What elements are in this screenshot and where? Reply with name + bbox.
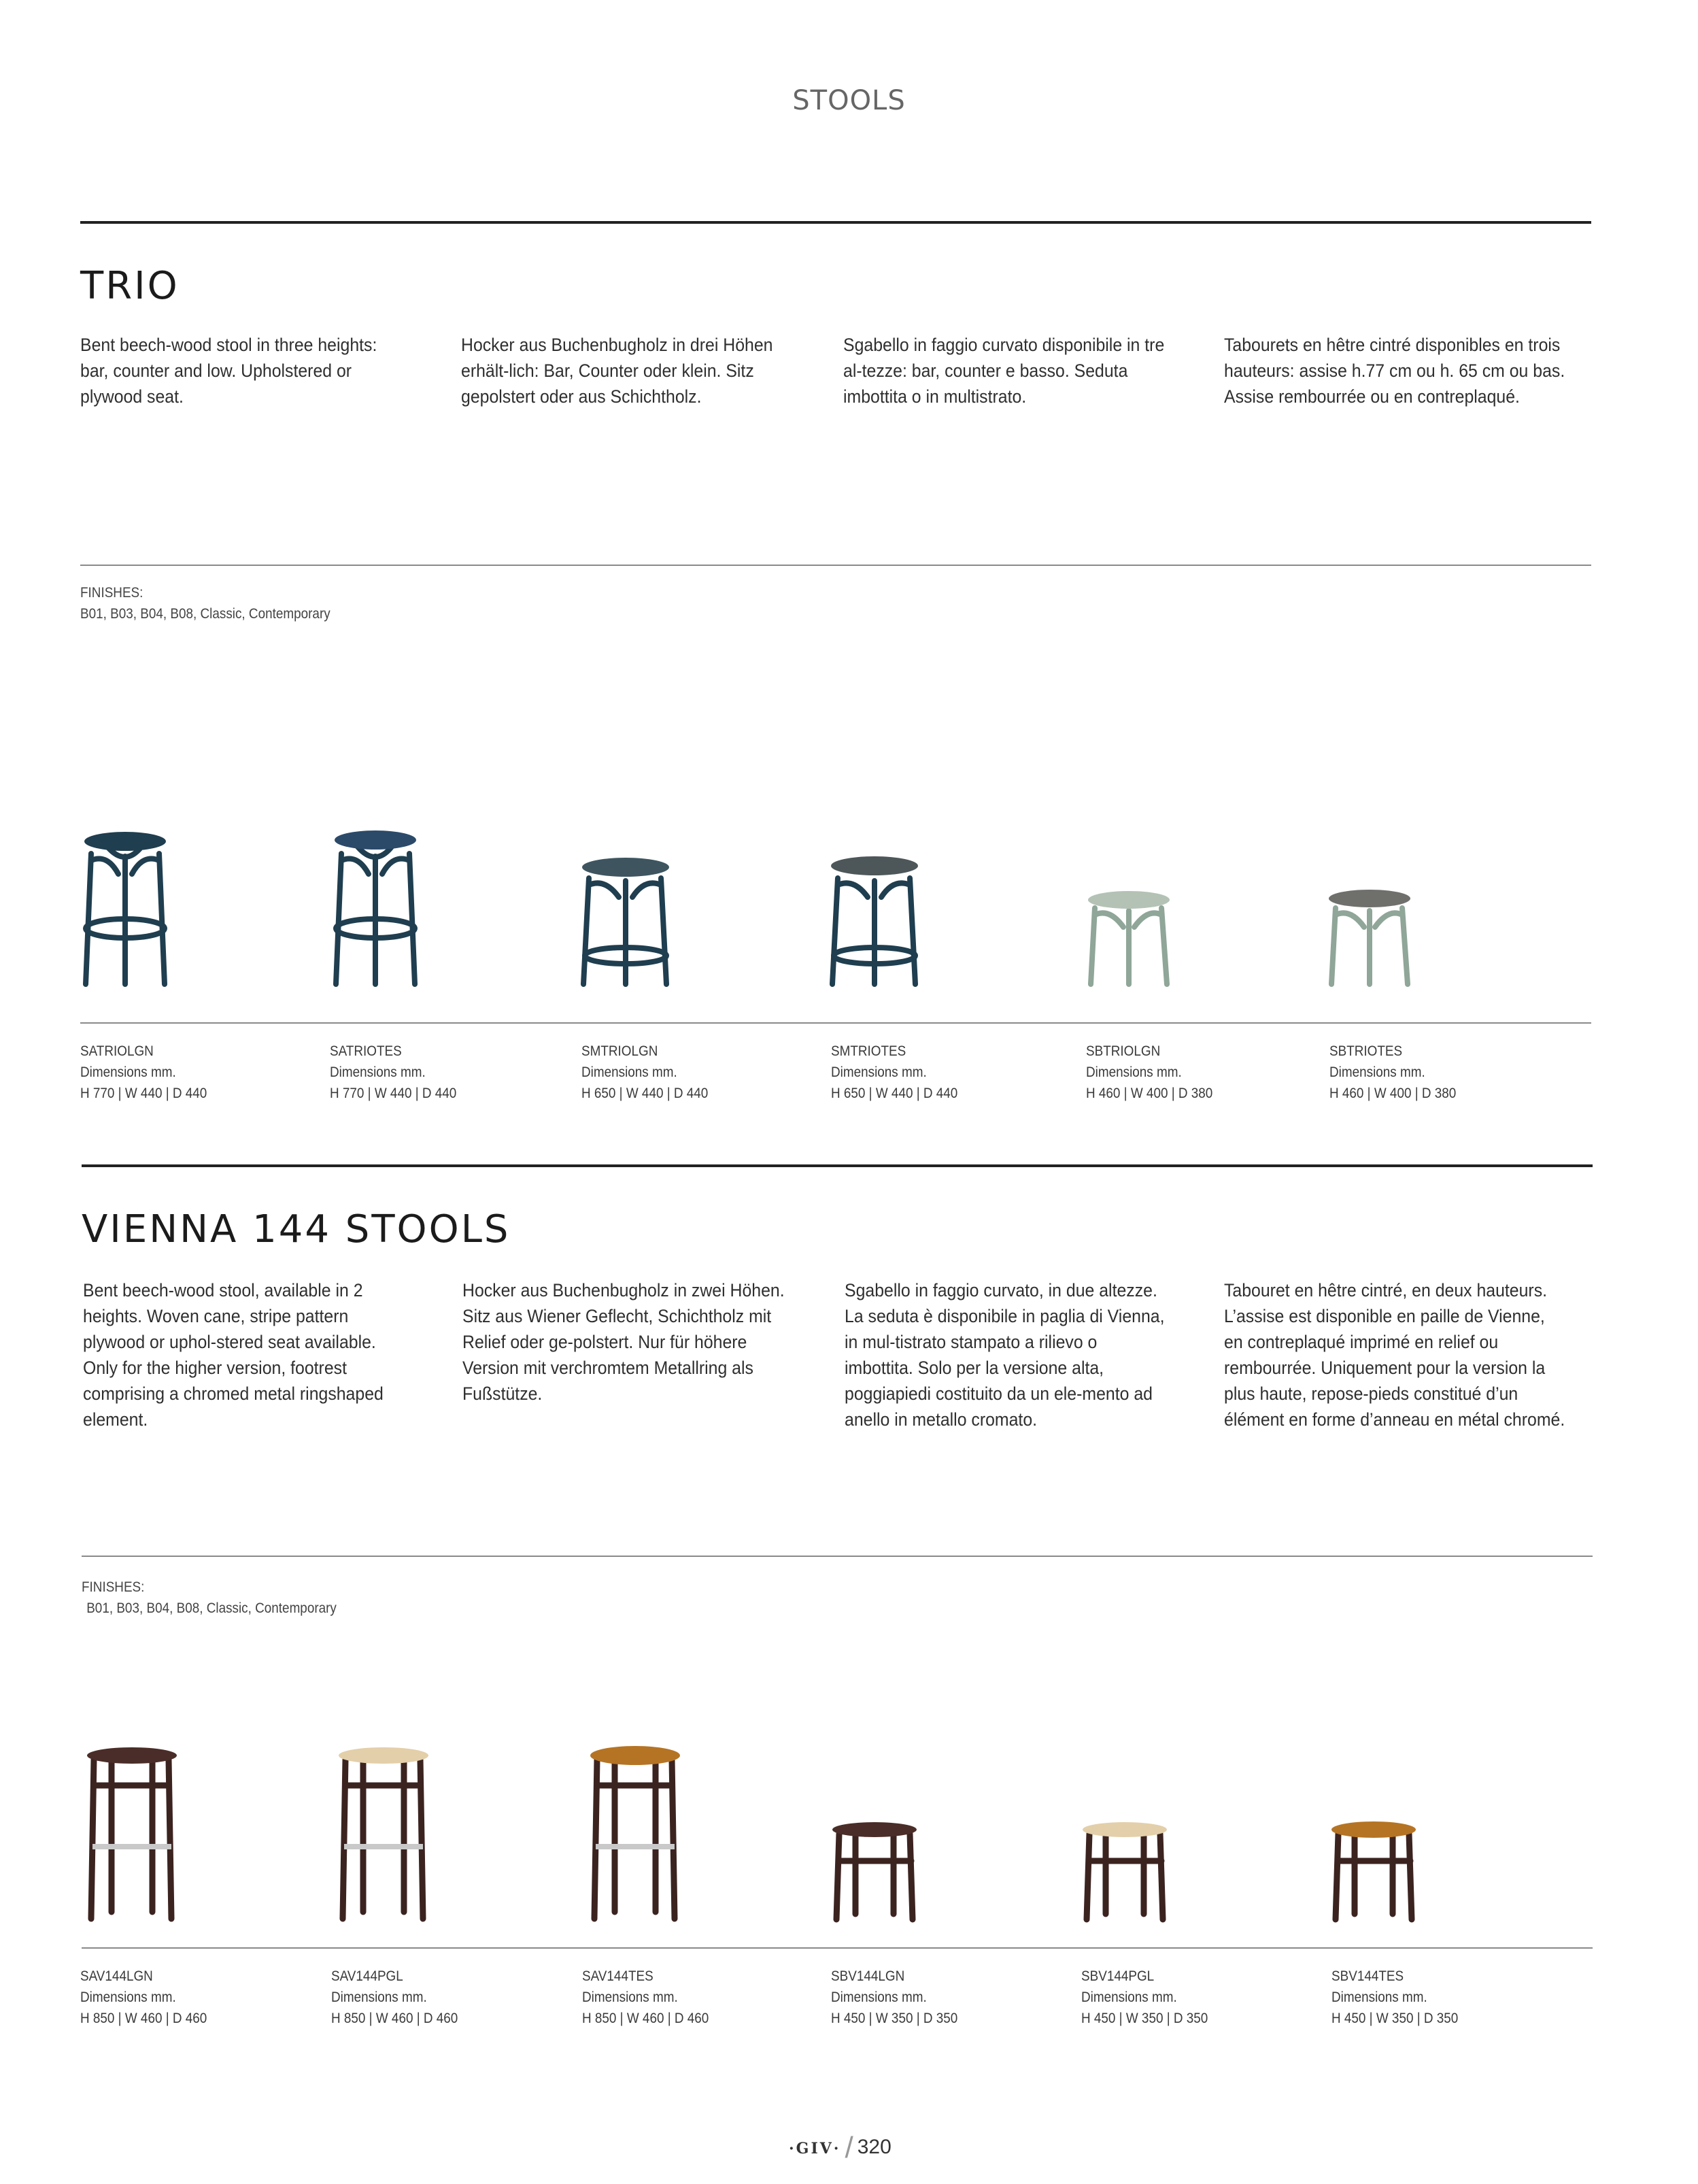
dimensions-label: Dimensions mm. [331, 1989, 427, 2005]
finishes-list: B01, B03, B04, B08, Classic, Contemporary [80, 606, 330, 622]
product-code: SMTRIOTES [831, 1043, 906, 1059]
separator-slash: / [845, 2131, 853, 2164]
dimensions-value: H 770 | W 440 | D 440 [80, 1086, 207, 1101]
product-code: SBTRIOLGN [1086, 1043, 1161, 1059]
dimensions-label: Dimensions mm. [1086, 1064, 1182, 1080]
dimensions-value: H 650 | W 440 | D 440 [581, 1086, 709, 1101]
dimensions-value: H 850 | W 460 | D 460 [331, 2011, 458, 2026]
finishes-block [82, 1577, 337, 1619]
product-code: SAV144PGL [331, 1968, 403, 1984]
bar-stool-dark-blue-upholstered-icon [330, 826, 419, 990]
description-de: Hocker aus Buchenbugholz in zwei Höhen. Sitz aus Wiener Geflecht, Schichtholz mit Relief oder ge-polstert. Nur für höhere Version mit verchromtem Metallring als Fußstütze. [462, 1280, 785, 1404]
product-satriolgn [80, 1041, 207, 1104]
product-sav144pgl [331, 1966, 458, 2029]
finishes-label: FINISHES: [80, 585, 143, 601]
bar-stool-cane-seat-icon [336, 1745, 431, 1924]
dimensions-label: Dimensions mm. [831, 1989, 927, 2005]
dimensions-value: H 850 | W 460 | D 460 [80, 2011, 207, 2026]
product-sbv144tes [1331, 1966, 1458, 2029]
product-code: SBTRIOTES [1329, 1043, 1403, 1059]
low-stool-upholstered-seat-icon [1330, 1820, 1419, 1925]
product-code: SMTRIOLGN [581, 1043, 658, 1059]
page-footer [789, 2131, 892, 2165]
bar-stool-wood-seat-icon [84, 1745, 180, 1924]
finishes-block [80, 582, 330, 624]
brand-logo: ·GIV· [789, 2139, 841, 2157]
description-en: Bent beech-wood stool in three heights: bar, counter and low. Upholstered or plywood seat. [80, 335, 377, 407]
counter-stool-dark-blue-icon [578, 854, 673, 990]
dimensions-label: Dimensions mm. [80, 1064, 176, 1080]
dimensions-value: H 450 | W 350 | D 350 [831, 2011, 958, 2026]
description-fr: Tabouret en hêtre cintré, en deux hauteurs. L’assise est disponible en paille de Vienne, en contreplaqué imprimé en relief ou rembourrée. Uniquement pour la version la plus haute, repose-pieds constitué d’un élément en forme d’anneau en métal chromé. [1224, 1280, 1565, 1430]
product-code: SBV144LGN [831, 1968, 905, 1984]
dimensions-value: H 650 | W 440 | D 440 [831, 1086, 958, 1101]
low-stool-wood-seat-icon [831, 1820, 919, 1925]
description-en: Bent beech-wood stool, available in 2 heights. Woven cane, stripe pattern plywood or uphol-stered seat available. Only for the higher version, footrest comprising a chromed metal ringshaped element. [83, 1280, 384, 1430]
product-sbv144lgn [831, 1966, 957, 2029]
dimensions-label: Dimensions mm. [1329, 1064, 1425, 1080]
finishes-list: B01, B03, B04, B08, Classic, Contemporary [86, 1600, 337, 1616]
description-it: Sgabello in faggio curvato disponibile in tre al-tezze: bar, counter e basso. Seduta imbottita o in multistrato. [843, 335, 1165, 407]
products-divider [82, 1947, 1593, 1949]
product-sbv144pgl [1081, 1966, 1208, 2029]
low-stool-sage-icon [1085, 888, 1174, 990]
section-divider [80, 221, 1591, 224]
product-code: SATRIOLGN [80, 1043, 154, 1059]
description-it: Sgabello in faggio curvato, in due altezze. La seduta è disponibile in paglia di Vienna, in mul-tistrato stampato a rilievo o imbottita. Solo per la versione alta, poggiapiedi costituito da un ele-mento ad anello in metallo cromato. [845, 1280, 1165, 1430]
section-divider [82, 1164, 1593, 1167]
description-de: Hocker aus Buchenbugholz in drei Höhen erhält-lich: Bar, Counter oder klein. Sitz gepolstert oder aus Schichtholz. [461, 335, 773, 407]
section-title: TRIO [80, 264, 180, 308]
dimensions-label: Dimensions mm. [831, 1064, 927, 1080]
bar-stool-dark-blue-icon [80, 826, 169, 990]
dimensions-label: Dimensions mm. [581, 1064, 677, 1080]
products-divider [80, 1022, 1591, 1024]
product-sav144tes [582, 1966, 709, 2029]
dimensions-label: Dimensions mm. [582, 1989, 678, 2005]
finishes-divider [80, 565, 1591, 566]
finishes-label: FINISHES: [82, 1579, 145, 1595]
product-sbtriolgn [1086, 1041, 1212, 1104]
low-stool-sage-upholstered-icon [1326, 888, 1414, 990]
product-smtriolgn [581, 1041, 708, 1104]
counter-stool-dark-blue-upholstered-icon [827, 854, 922, 990]
bar-stool-upholstered-seat-icon [588, 1745, 683, 1924]
page-number: 320 [857, 2135, 892, 2158]
product-code: SAV144TES [582, 1968, 653, 1984]
product-code: SATRIOTES [330, 1043, 402, 1059]
section-title: VIENNA 144 STOOLS [82, 1207, 511, 1251]
low-stool-cane-seat-icon [1081, 1820, 1170, 1925]
description-fr: Tabourets en hêtre cintré disponibles en trois hauteurs: assise h.77 cm ou h. 65 cm ou bas. Assise rembourrée ou en contreplaqué. [1224, 335, 1565, 407]
product-satriotes [330, 1041, 456, 1104]
dimensions-value: H 450 | W 350 | D 350 [1331, 2011, 1459, 2026]
product-smtriotes [831, 1041, 957, 1104]
product-sbtriotes [1329, 1041, 1456, 1104]
product-code: SBV144PGL [1081, 1968, 1155, 1984]
product-code: SAV144LGN [80, 1968, 153, 1984]
dimensions-value: H 850 | W 460 | D 460 [582, 2011, 709, 2026]
dimensions-value: H 460 | W 400 | D 380 [1329, 1086, 1457, 1101]
dimensions-value: H 450 | W 350 | D 350 [1081, 2011, 1208, 2026]
product-code: SBV144TES [1331, 1968, 1404, 1984]
dimensions-value: H 770 | W 440 | D 440 [330, 1086, 457, 1101]
page-header: STOOLS [792, 85, 906, 116]
dimensions-label: Dimensions mm. [1331, 1989, 1427, 2005]
dimensions-label: Dimensions mm. [1081, 1989, 1177, 2005]
dimensions-label: Dimensions mm. [80, 1989, 176, 2005]
dimensions-value: H 460 | W 400 | D 380 [1086, 1086, 1213, 1101]
dimensions-label: Dimensions mm. [330, 1064, 426, 1080]
product-sav144lgn [80, 1966, 207, 2029]
finishes-divider [82, 1556, 1593, 1557]
